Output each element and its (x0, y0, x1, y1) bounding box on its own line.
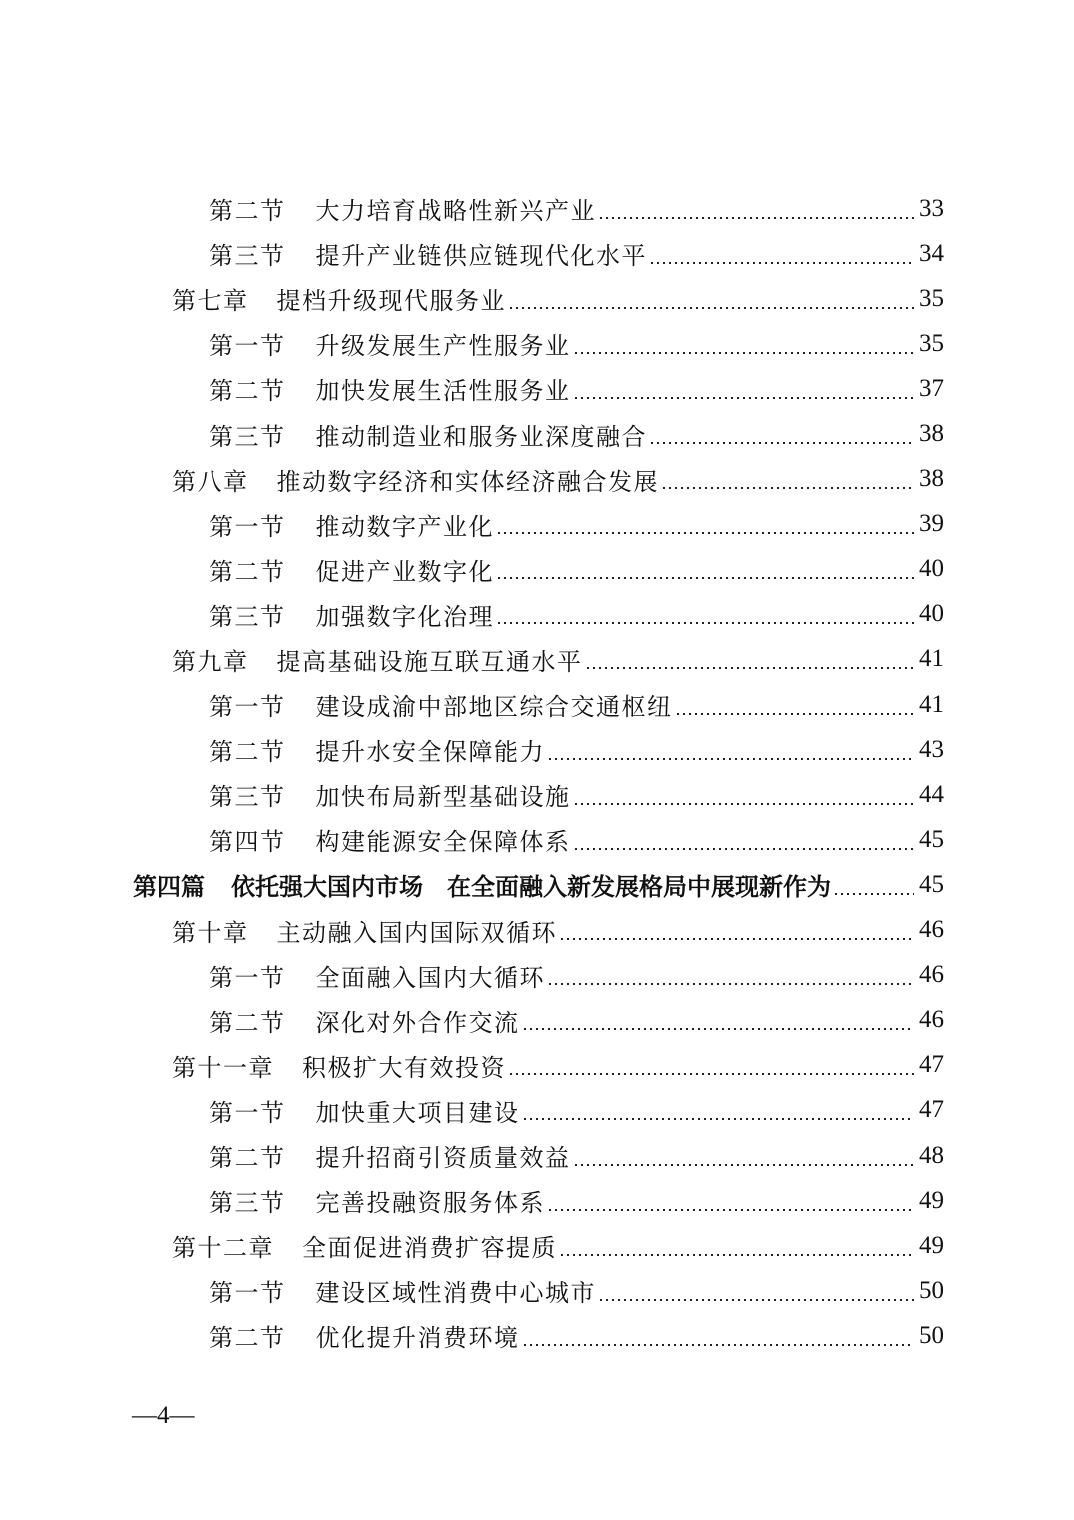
toc-entry-section[interactable] (0, 366, 1074, 411)
toc-entry-section[interactable] (0, 1313, 1074, 1358)
toc-entry-title: 提档升级现代服务业 (276, 287, 506, 316)
toc-entry-section[interactable] (0, 998, 1074, 1043)
toc-entry-section[interactable] (0, 682, 1074, 727)
toc-entry-title: 依托强大国内市场 在全面融入新发展格局中展现新作为 (231, 873, 831, 902)
toc-entry-title: 加快发展生活性服务业 (315, 377, 571, 406)
table-of-contents (0, 186, 1074, 1358)
toc-entry-page-number: 41 (919, 690, 944, 718)
toc-entry-page-number: 35 (919, 329, 944, 357)
toc-entry-label: 第九章 (172, 647, 249, 676)
toc-entry-page-number: 37 (919, 374, 944, 402)
toc-entry-section[interactable] (0, 411, 1074, 456)
toc-entry-chapter[interactable] (0, 457, 1074, 502)
toc-entry-title: 全面促进消费扩容提质 (302, 1234, 557, 1263)
toc-entry-label: 第二节 (209, 738, 286, 767)
toc-entry-section[interactable] (0, 1268, 1074, 1313)
toc-entry-title: 优化提升消费环境 (315, 1324, 520, 1353)
toc-entry-label: 第二节 (209, 377, 286, 406)
toc-entry-title: 构建能源安全保障体系 (315, 828, 571, 857)
toc-entry-label: 第二节 (209, 557, 286, 586)
toc-dot-leader (508, 1073, 914, 1075)
toc-dot-leader (649, 262, 914, 264)
toc-dot-leader (547, 983, 914, 985)
page-number-footer: —4— (132, 1402, 195, 1429)
toc-entry-label: 第一节 (209, 963, 286, 992)
toc-entry-page-number: 40 (919, 600, 944, 628)
toc-entry-label: 第三节 (209, 1189, 286, 1218)
toc-dot-leader (522, 1118, 915, 1120)
toc-entry-page-number: 46 (919, 961, 944, 989)
toc-dot-leader (598, 1299, 914, 1301)
toc-entry-chapter[interactable] (0, 637, 1074, 682)
toc-dot-leader (585, 667, 915, 669)
toc-entry-label: 第一节 (209, 693, 286, 722)
toc-dot-leader (559, 938, 914, 940)
toc-entry-page-number: 35 (919, 284, 944, 312)
toc-entry-label: 第二节 (209, 197, 286, 226)
toc-entry-label: 第三节 (209, 422, 286, 451)
toc-entry-page-number: 41 (919, 645, 944, 673)
toc-entry-title: 提高基础设施互联互通水平 (276, 647, 583, 676)
toc-entry-label: 第十一章 (172, 1053, 274, 1082)
toc-entry-section[interactable] (0, 1133, 1074, 1178)
toc-dot-leader (496, 622, 914, 624)
toc-entry-label: 第二节 (209, 1144, 286, 1173)
toc-dot-leader (547, 758, 914, 760)
toc-entry-page-number: 49 (919, 1186, 944, 1214)
toc-entry-label: 第八章 (172, 467, 249, 496)
toc-dot-leader (661, 487, 914, 489)
toc-entry-page-number: 44 (919, 780, 944, 808)
toc-entry-title: 积极扩大有效投资 (302, 1053, 506, 1082)
toc-entry-label: 第一节 (209, 1098, 286, 1127)
toc-entry-title: 推动制造业和服务业深度融合 (315, 422, 647, 451)
toc-entry-title: 建设区域性消费中心城市 (315, 1279, 596, 1308)
toc-entry-section[interactable] (0, 953, 1074, 998)
toc-entry-title: 大力培育战略性新兴产业 (315, 197, 596, 226)
toc-entry-section[interactable] (0, 1088, 1074, 1133)
toc-dot-leader (547, 1209, 914, 1211)
toc-entry-label: 第十二章 (172, 1234, 274, 1263)
toc-entry-title: 加强数字化治理 (315, 602, 494, 631)
toc-entry-section[interactable] (0, 502, 1074, 547)
toc-entry-label: 第四篇 (133, 873, 205, 902)
toc-entry-page-number: 43 (919, 735, 944, 763)
toc-entry-title: 主动融入国内国际双循环 (276, 918, 557, 947)
toc-dot-leader (833, 893, 914, 895)
toc-entry-part[interactable] (0, 862, 1074, 907)
toc-entry-title: 建设成渝中部地区综合交通枢纽 (315, 693, 673, 722)
toc-entry-page-number: 38 (919, 420, 944, 448)
toc-entry-page-number: 47 (919, 1051, 944, 1079)
toc-entry-page-number: 50 (919, 1276, 944, 1304)
toc-dot-leader (649, 442, 914, 444)
toc-entry-label: 第三节 (209, 242, 286, 271)
toc-entry-section[interactable] (0, 547, 1074, 592)
toc-entry-chapter[interactable] (0, 1223, 1074, 1268)
toc-entry-title: 推动数字经济和实体经济融合发展 (276, 467, 659, 496)
toc-entry-page-number: 46 (919, 1006, 944, 1034)
toc-entry-title: 加快布局新型基础设施 (315, 783, 571, 812)
toc-dot-leader (508, 307, 914, 309)
toc-entry-page-number: 45 (919, 825, 944, 853)
toc-entry-page-number: 45 (919, 870, 944, 898)
toc-entry-page-number: 47 (919, 1096, 944, 1124)
toc-entry-section[interactable] (0, 772, 1074, 817)
toc-entry-label: 第七章 (172, 287, 249, 316)
toc-entry-title: 完善投融资服务体系 (315, 1189, 545, 1218)
toc-entry-page-number: 34 (919, 239, 944, 267)
toc-entry-chapter[interactable] (0, 276, 1074, 321)
toc-entry-title: 提升招商引资质量效益 (315, 1144, 571, 1173)
toc-entry-title: 促进产业数字化 (315, 557, 494, 586)
toc-entry-section[interactable] (0, 727, 1074, 772)
toc-entry-page-number: 39 (919, 510, 944, 538)
toc-entry-page-number: 49 (919, 1231, 944, 1259)
toc-entry-label: 第三节 (209, 783, 286, 812)
toc-dot-leader (573, 803, 915, 805)
toc-entry-label: 第四节 (209, 828, 286, 857)
toc-entry-label: 第二节 (209, 1324, 286, 1353)
toc-dot-leader (598, 217, 914, 219)
toc-entry-label: 第一节 (209, 332, 286, 361)
toc-entry-label: 第二节 (209, 1008, 286, 1037)
toc-dot-leader (522, 1028, 915, 1030)
toc-entry-page-number: 50 (919, 1321, 944, 1349)
toc-entry-section[interactable] (0, 1178, 1074, 1223)
toc-entry-title: 提升产业链供应链现代化水平 (315, 242, 647, 271)
toc-dot-leader (573, 352, 915, 354)
toc-entry-label: 第三节 (209, 602, 286, 631)
toc-entry-page-number: 38 (919, 465, 944, 493)
toc-entry-label: 第一节 (209, 1279, 286, 1308)
toc-dot-leader (573, 848, 915, 850)
toc-entry-chapter[interactable] (0, 1043, 1074, 1088)
toc-dot-leader (522, 1344, 915, 1346)
toc-entry-label: 第十章 (172, 918, 249, 947)
toc-dot-leader (496, 577, 914, 579)
toc-entry-page-number: 48 (919, 1141, 944, 1169)
toc-dot-leader (573, 397, 915, 399)
toc-entry-title: 深化对外合作交流 (315, 1008, 520, 1037)
toc-entry-title: 加快重大项目建设 (315, 1098, 520, 1127)
toc-entry-section[interactable] (0, 321, 1074, 366)
toc-entry-page-number: 40 (919, 555, 944, 583)
toc-dot-leader (675, 713, 915, 715)
toc-dot-leader (559, 1254, 914, 1256)
toc-entry-page-number: 46 (919, 916, 944, 944)
toc-dot-leader (496, 532, 914, 534)
toc-dot-leader (573, 1164, 915, 1166)
toc-entry-section[interactable] (0, 817, 1074, 862)
toc-entry-page-number: 33 (919, 194, 944, 222)
toc-entry-section[interactable] (0, 231, 1074, 276)
toc-entry-title: 全面融入国内大循环 (315, 963, 545, 992)
toc-entry-section[interactable] (0, 186, 1074, 231)
toc-entry-label: 第一节 (209, 512, 286, 541)
toc-entry-title: 提升水安全保障能力 (315, 738, 545, 767)
toc-entry-title: 推动数字产业化 (315, 512, 494, 541)
toc-entry-title: 升级发展生产性服务业 (315, 332, 571, 361)
toc-entry-section[interactable] (0, 592, 1074, 637)
toc-entry-chapter[interactable] (0, 908, 1074, 953)
